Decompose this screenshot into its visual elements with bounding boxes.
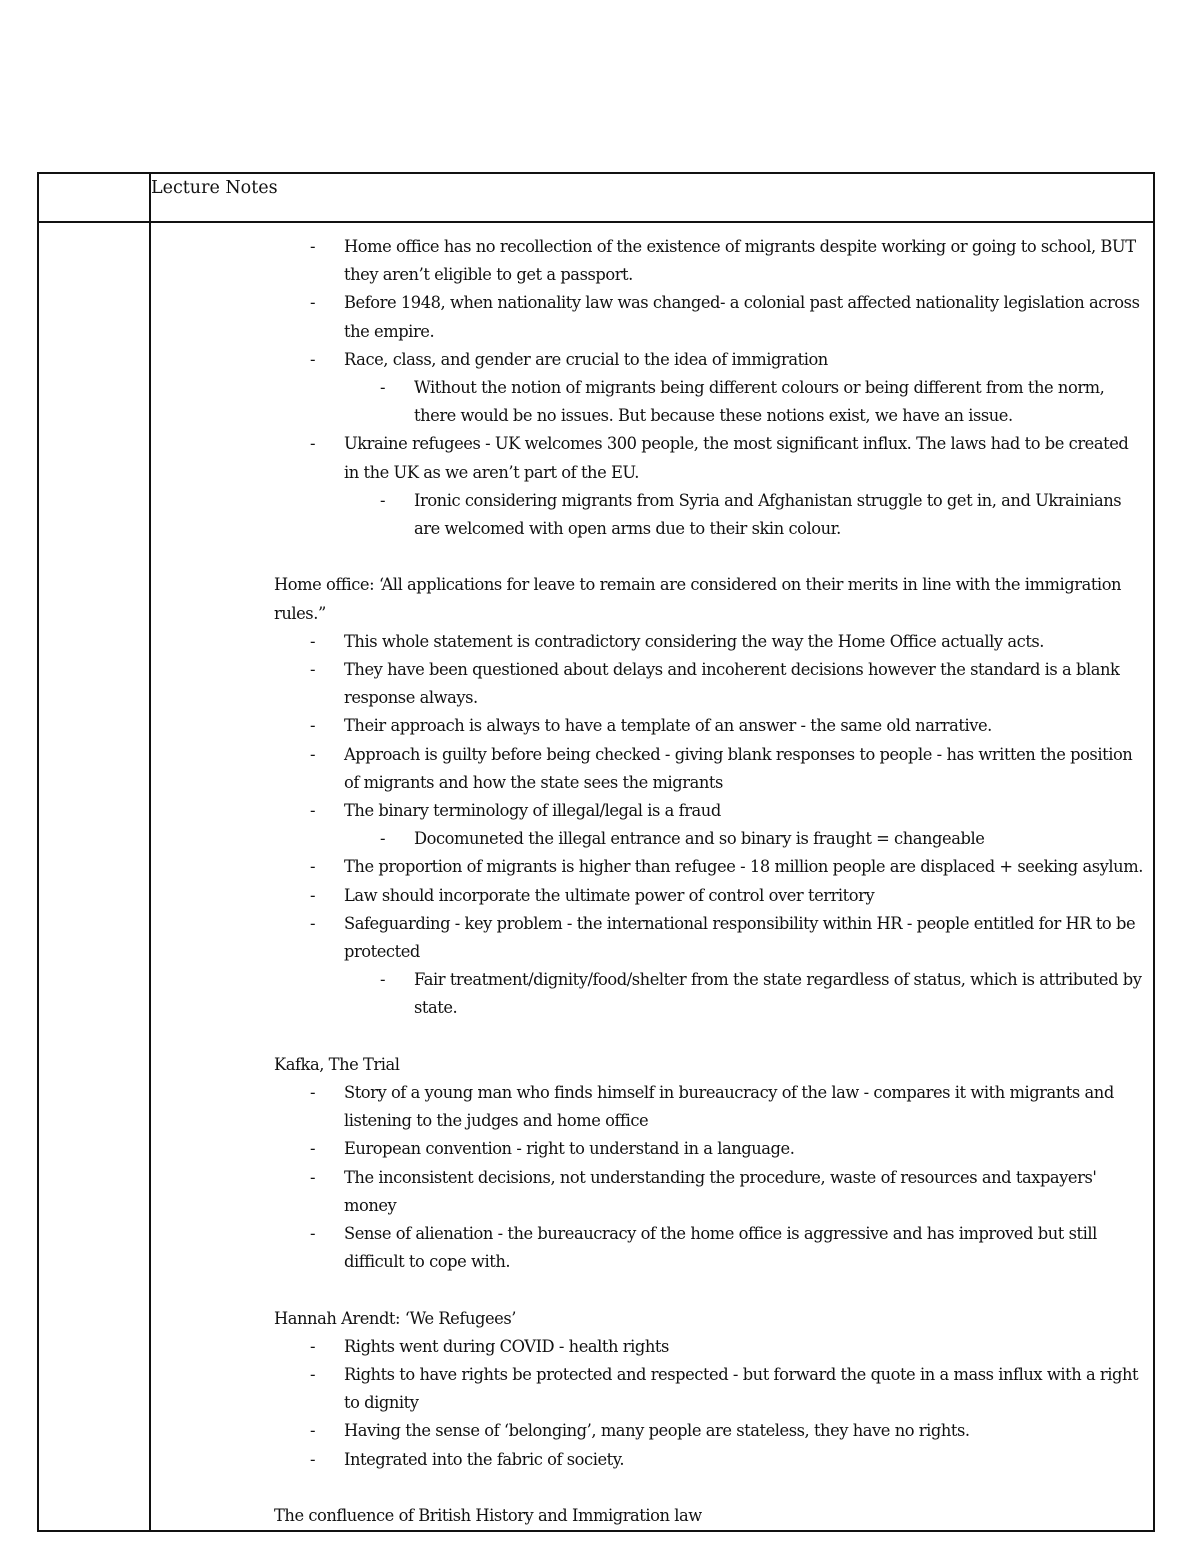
bullet-dash: - [380, 970, 386, 990]
bullet-text: The proportion of migrants is higher than refugee - 18 million people are displaced + seeking asylum. [344, 857, 1143, 877]
bullet-text: Rights to have rights be protected and respected - but forward the quote in a mass influx with a right to dignity [344, 1365, 1139, 1413]
bullet-dash: - [310, 631, 316, 651]
bullet-dash: - [310, 1083, 316, 1103]
bullet-dash: - [310, 885, 316, 905]
bullet-dash: - [310, 1449, 316, 1469]
bullet-item [274, 233, 1145, 289]
bullet-dash: - [310, 237, 316, 256]
bullet-item [274, 1361, 1145, 1417]
bullet-text: European convention - right to understand in a language. [344, 1139, 795, 1159]
bullet-text: Their approach is always to have a template of an answer - the same old narrative. [344, 716, 992, 736]
bullet-list [274, 628, 1145, 1023]
bullet-dash: - [380, 829, 386, 849]
bullet-item [274, 1164, 1145, 1220]
bullet-text: Ukraine refugees - UK welcomes 300 people, the most significant influx. The laws had to be created in the UK as we aren’t part of the EU. [344, 434, 1129, 482]
bullet-item [274, 346, 1145, 374]
bullet-dash: - [310, 744, 316, 764]
bullet-dash: - [310, 1139, 316, 1159]
bullet-text: Law should incorporate the ultimate power of control over territory [344, 885, 875, 905]
bullet-text: They have been questioned about delays and incoherent decisions however the standard is a blank response always. [344, 660, 1120, 708]
bullet-text: This whole statement is contradictory considering the way the Home Office actually acts. [344, 631, 1045, 651]
header-cell [150, 173, 1154, 222]
bullet-item [274, 741, 1145, 797]
bullet-list [274, 1333, 1145, 1474]
bullet-list [274, 233, 1145, 543]
bullet-text: Before 1948, when nationality law was changed- a colonial past affected nationality legislation across the empire. [344, 293, 1140, 341]
notes-section [274, 571, 1145, 1022]
notes-content [151, 223, 1153, 1530]
section-heading: Home office: ‘All applications for leave to remain are considered on their merits in line with the immigration rules.” [274, 575, 1122, 623]
bullet-item [274, 882, 1145, 910]
section-heading: The confluence of British History and Immigration law [274, 1506, 702, 1526]
left-body-cell [38, 222, 150, 1531]
bullet-dash: - [310, 1336, 316, 1356]
bullet-dash: - [310, 716, 316, 736]
bullet-item [274, 628, 1145, 656]
bullet-item [274, 853, 1145, 881]
bullet-list [274, 1079, 1145, 1276]
bullet-dash: - [310, 801, 316, 821]
header-row [38, 173, 1154, 222]
bullet-text: Sense of alienation - the bureaucracy of the home office is aggressive and has improved but still difficult to cope with. [344, 1224, 1097, 1272]
bullet-item [274, 1220, 1145, 1276]
bullet-item [274, 797, 1145, 825]
notes-section [274, 233, 1145, 543]
bullet-dash: - [310, 293, 316, 313]
bullet-item [274, 289, 1145, 345]
sub-bullet-item [274, 374, 1145, 430]
section-heading: Kafka, The Trial [274, 1054, 400, 1074]
bullet-text: Race, class, and gender are crucial to the idea of immigration [344, 349, 828, 369]
bullet-dash: - [310, 660, 316, 680]
notes-cell [150, 222, 1154, 1531]
bullet-text: Docomuneted the illegal entrance and so binary is fraught = changeable [414, 829, 985, 849]
left-header-cell [38, 173, 150, 222]
bullet-dash: - [310, 1167, 316, 1187]
bullet-dash: - [380, 378, 386, 398]
bullet-dash: - [380, 490, 386, 510]
bullet-dash: - [310, 1224, 316, 1244]
bullet-dash: - [310, 434, 316, 454]
bullet-item [274, 1079, 1145, 1135]
bullet-item [274, 1417, 1145, 1445]
notes-table [37, 172, 1155, 1532]
sub-bullet-item [274, 487, 1145, 543]
bullet-text: Fair treatment/dignity/food/shelter from the state regardless of status, which is attributed by state. [414, 970, 1142, 1018]
bullet-item [274, 1446, 1145, 1474]
bullet-text: Story of a young man who finds himself in bureaucracy of the law - compares it with migrants and listening to the judges and home office [344, 1083, 1114, 1131]
bullet-text: Integrated into the fabric of society. [344, 1449, 625, 1469]
bullet-text: Having the sense of ‘belonging’, many people are stateless, they have no rights. [344, 1421, 970, 1441]
section-heading: Hannah Arendt: ‘We Refugees’ [274, 1308, 516, 1328]
sub-bullet-item [274, 825, 1145, 853]
bullet-item [274, 712, 1145, 740]
bullet-dash: - [310, 857, 316, 877]
bullet-text: Home office has no recollection of the existence of migrants despite working or going to school, BUT they aren’t eligible to get a passport. [344, 237, 1136, 285]
sub-bullet-item [274, 966, 1145, 1022]
bullet-text: Rights went during COVID - health rights [344, 1336, 669, 1356]
body-row [38, 222, 1154, 1531]
bullet-text: Approach is guilty before being checked - giving blank responses to people - has written the position of migrants and how the state sees the migrants [344, 744, 1133, 792]
bullet-item [274, 656, 1145, 712]
bullet-dash: - [310, 1421, 316, 1441]
bullet-text: Safeguarding - key problem - the international responsibility within HR - people entitled for HR to be protected [344, 913, 1136, 962]
bullet-item [274, 910, 1145, 966]
bullet-text: The inconsistent decisions, not understanding the procedure, waste of resources and taxpayers' money [344, 1167, 1097, 1215]
bullet-text: The binary terminology of illegal/legal is a fraud [344, 801, 721, 821]
notes-section [274, 1305, 1145, 1474]
bullet-text: Ironic considering migrants from Syria and Afghanistan struggle to get in, and Ukrainians are welcomed with open arms due to their skin colour. [414, 490, 1122, 539]
notes-section [274, 1051, 1145, 1277]
bullet-dash: - [310, 913, 316, 933]
header-title: Lecture Notes [151, 178, 278, 198]
bullet-dash: - [310, 1365, 316, 1385]
bullet-item [274, 430, 1145, 486]
bullet-dash: - [310, 349, 316, 369]
bullet-item [274, 1333, 1145, 1361]
bullet-item [274, 1135, 1145, 1163]
notes-section [274, 1502, 1145, 1530]
bullet-text: Without the notion of migrants being different colours or being different from the norm, there would be no issues. But because these notions exist, we have an issue. [414, 378, 1105, 426]
